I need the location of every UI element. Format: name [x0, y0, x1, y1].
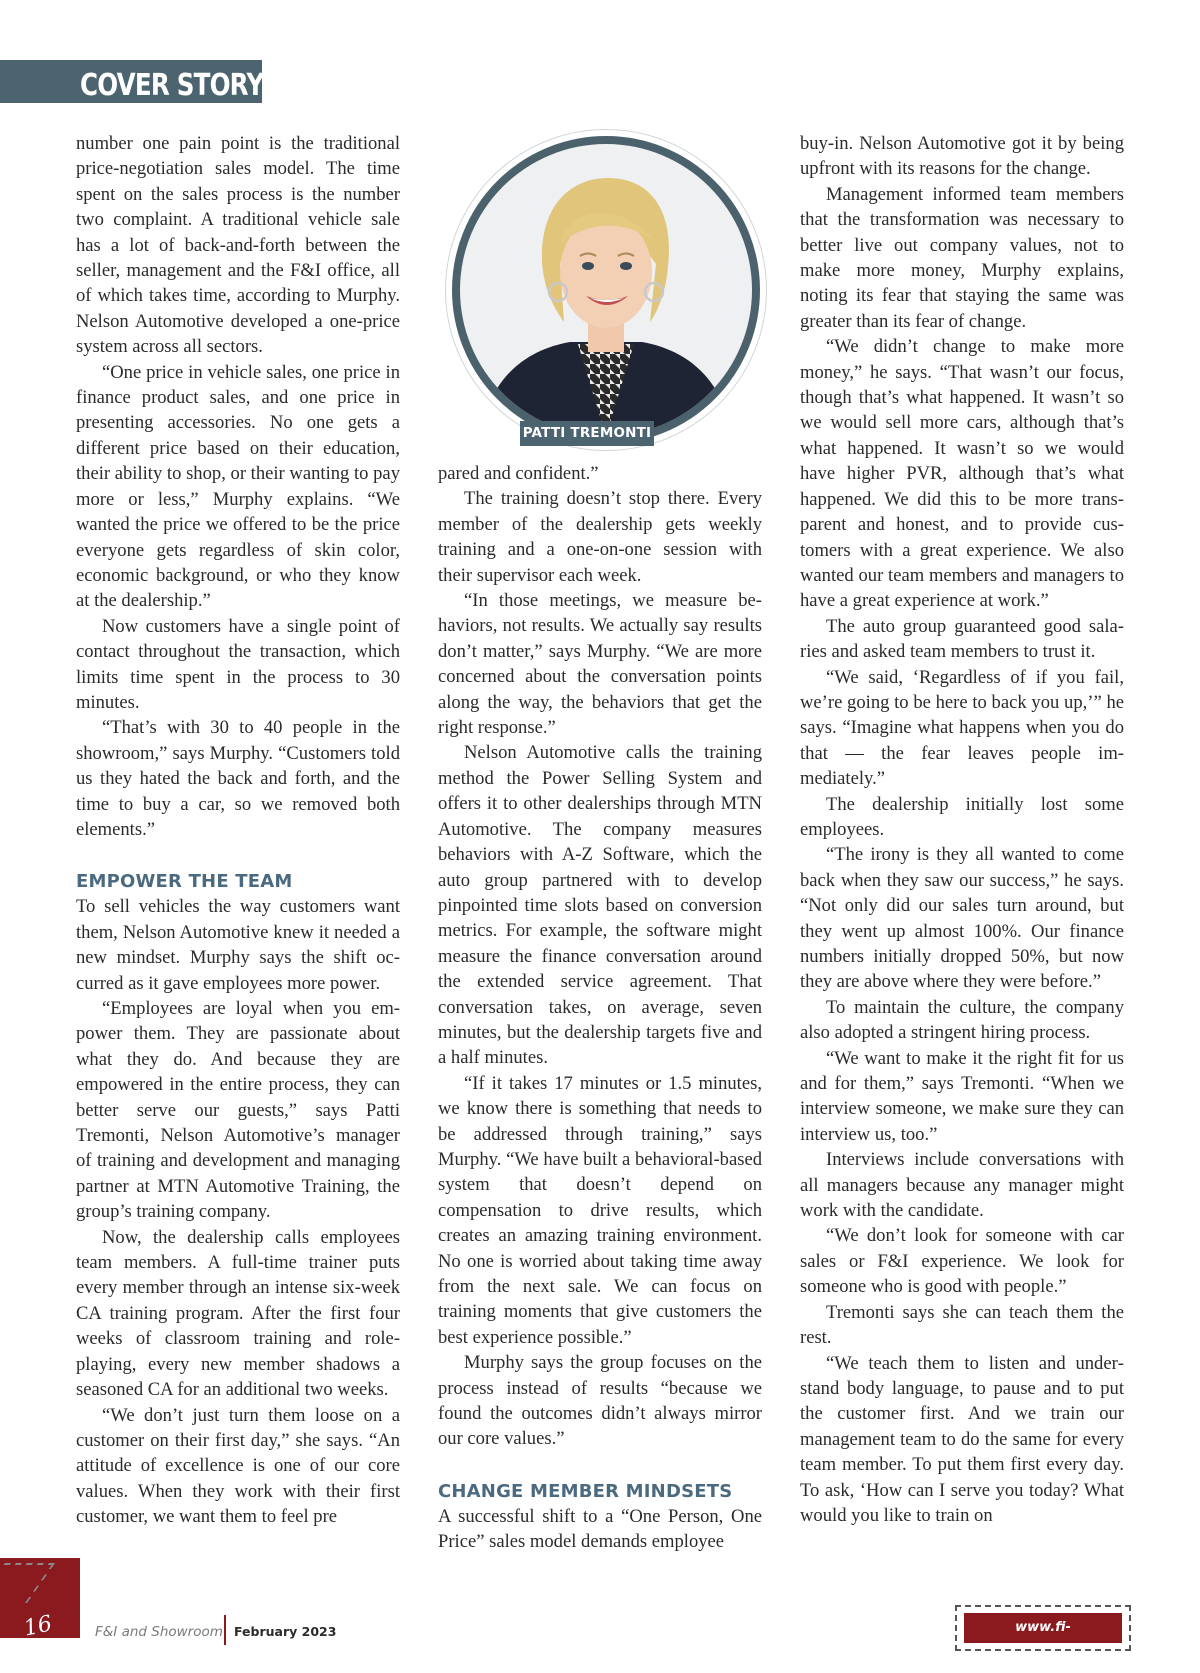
- website-badge: [955, 1605, 1131, 1665]
- paragraph: “We don’t look for someone with car sales or F&I experience. We look for someone who is good with people.”: [800, 1225, 1124, 1298]
- website-url[interactable]: www.fi-magazine.com: [964, 1613, 1122, 1643]
- paragraph: Tremonti says she can teach them the rest.: [800, 1301, 1124, 1349]
- paragraph: “If it takes 17 minutes or 1.5 minutes, we know there is something that needs to be addressed through training,” says Murphy. “We have built a behavioral-based system that doesn’t depend on compensation to drive results, which creates an amazing training environment. No one is worried about taking time away from the next sale. We can focus on training moments that give customers the best experience possible.”: [438, 1072, 762, 1348]
- paragraph: Now customers have a single point of contact throughout the transaction, which limits time spent in the process to 30 minutes.: [76, 615, 400, 713]
- article-column-1: [76, 131, 400, 1530]
- paragraph: The auto group guaranteed good salaries and asked team members to trust it.: [800, 615, 1124, 663]
- article-column-3: [800, 131, 1124, 1528]
- paragraph: “We want to make it the right fit for us and for them,” says Tremonti. “When we interview someone, we make sure they can interview us, too.”: [800, 1047, 1124, 1145]
- article-column-2: [438, 461, 762, 1555]
- paragraph: The training doesn’t stop there. Every member of the dealership gets weekly training and a one-on-one session with their supervisor each week.: [438, 488, 762, 586]
- paragraph: To sell vehicles the way customers want them, Nelson Automotive knew it needed a new mindset. Murphy says the shift occurred as it gave employees more power.: [76, 896, 400, 994]
- publication-name: F&I and Showroom: [95, 1624, 223, 1640]
- paragraph: The dealership initially lost some employees.: [800, 793, 1124, 840]
- page-number: 16: [21, 1611, 55, 1642]
- paragraph: pared and confident.”: [438, 463, 599, 484]
- section-heading-empower: EMPOWER THE TEAM: [76, 871, 293, 893]
- paragraph: A successful shift to a “One Person, One Price” sales model demands employee: [438, 1505, 762, 1553]
- paragraph: “We didn’t change to make more money,” he says. “That wasn’t our focus, though that’s what happened. It wasn’t so we would sell more cars, although that’s what happened. It wasn’t so we would have higher PVR, although that’s what happened. We did this to be more transparent and honest, and to provide customers with a great experience. We also wanted our team members and managers to have a great experience at work.”: [800, 336, 1124, 612]
- paragraph: “We said, ‘Regardless of if you fail, we’re going to be here to back you up,’” he says. “Imagine what happens when you do that — the fear leaves people immediately.”: [800, 666, 1124, 790]
- paragraph: “One price in vehicle sales, one price in finance product sales, and one price in presenting accessories. No one gets a different price based on their education, their ability to shop, or their wanting to pay more or less,” Murphy explains. “We wanted the price we offered to be the price everyone gets regardless of skin color, economic background, or who they know at the dealership.”: [76, 361, 400, 612]
- paragraph: Interviews include conversations with all managers because any manager might work with the candidate.: [800, 1149, 1124, 1222]
- paragraph: number one pain point is the traditional price-negotiation sales model. The time spent on the sales process is the number two complaint. A traditional vehicle sale has a lot of back-and-forth between the seller, management and the F&I office, all of which takes time, according to Murphy. Nelson Automotive developed a one-price system across all sectors.: [76, 133, 400, 358]
- portrait-photo: [446, 130, 766, 450]
- paragraph: “In those meetings, we measure behaviors, not results. We actually say results don’t matter,” says Murphy. “We are more concerned about the conversation points along the way, the behaviors that get the right response.”: [438, 590, 762, 739]
- paragraph: Murphy says the group focuses on the process instead of results “because we found the outcomes didn’t always mirror our core values.”: [438, 1352, 762, 1450]
- issue-date: February 2023: [234, 1624, 337, 1639]
- paragraph: Now, the dealership calls employees team members. A full-time trainer puts every member through an intense six-week CA training program. After the first four weeks of classroom training and role-playing, every new member shadows a seasoned CA for an additional two weeks.: [76, 1226, 400, 1401]
- paragraph: “We don’t just turn them loose on a customer on their first day,” she says. “An attitude of excellence is one of our core values. When they work with their first customer, we want them to feel pre: [76, 1404, 400, 1528]
- paragraph: buy-in. Nelson Automotive got it by being upfront with its reasons for the change.: [800, 133, 1124, 180]
- paragraph: To maintain the culture, the company also adopted a stringent hiring process.: [800, 996, 1124, 1044]
- paragraph: “The irony is they all wanted to come back when they saw our success,” he says. “Not only did our sales turn around, but they went up almost 100%. Our finance numbers initially dropped 50%, but now they are above where they were before.”: [800, 844, 1124, 993]
- footer-divider: [224, 1615, 226, 1645]
- paragraph: “Employees are loyal when you empower them. They are passionate about what they do. And because they are empowered in the entire process, they can better serve our guests,” says Patti Tremonti, Nelson Automotive’s manager of training and development and managing partner at MTN Automotive Training, the group’s training company.: [76, 998, 400, 1223]
- paragraph: Management informed team members that the transformation was necessary to better live out company values, not to make more money, Murphy explains, noting its fear that staying the same was greater than its fear of change.: [800, 183, 1124, 332]
- section-label: COVER STORY: [80, 68, 264, 103]
- section-banner: [0, 60, 262, 103]
- section-heading-mindsets: CHANGE MEMBER MINDSETS: [438, 1480, 733, 1502]
- paragraph: “We teach them to listen and understand body language, to pause and to put the customer first. And we train our management team to do the same for every team member. To put them first every day. To ask, ‘How can I serve you today? What would you like to train on: [800, 1352, 1124, 1526]
- portrait-illustration: [460, 144, 752, 436]
- paragraph: “That’s with 30 to 40 people in the showroom,” says Murphy. “Customers told us they hated the back and forth, and the time to buy a car, so we removed both elements.”: [76, 717, 400, 840]
- photo-caption: PATTI TREMONTI: [520, 421, 654, 446]
- paragraph: Nelson Automotive calls the training method the Power Selling System and offers it to other dealerships through MTN Automotive. The company measures behaviors with A-Z Software, which the auto group partnered with to develop pinpointed time slots based on conversion metrics. For example, the software might measure the finance conversation around the extended service agreement. That conversation takes, on average, seven minutes, but the dealership targets five and a half minutes.: [438, 742, 762, 1069]
